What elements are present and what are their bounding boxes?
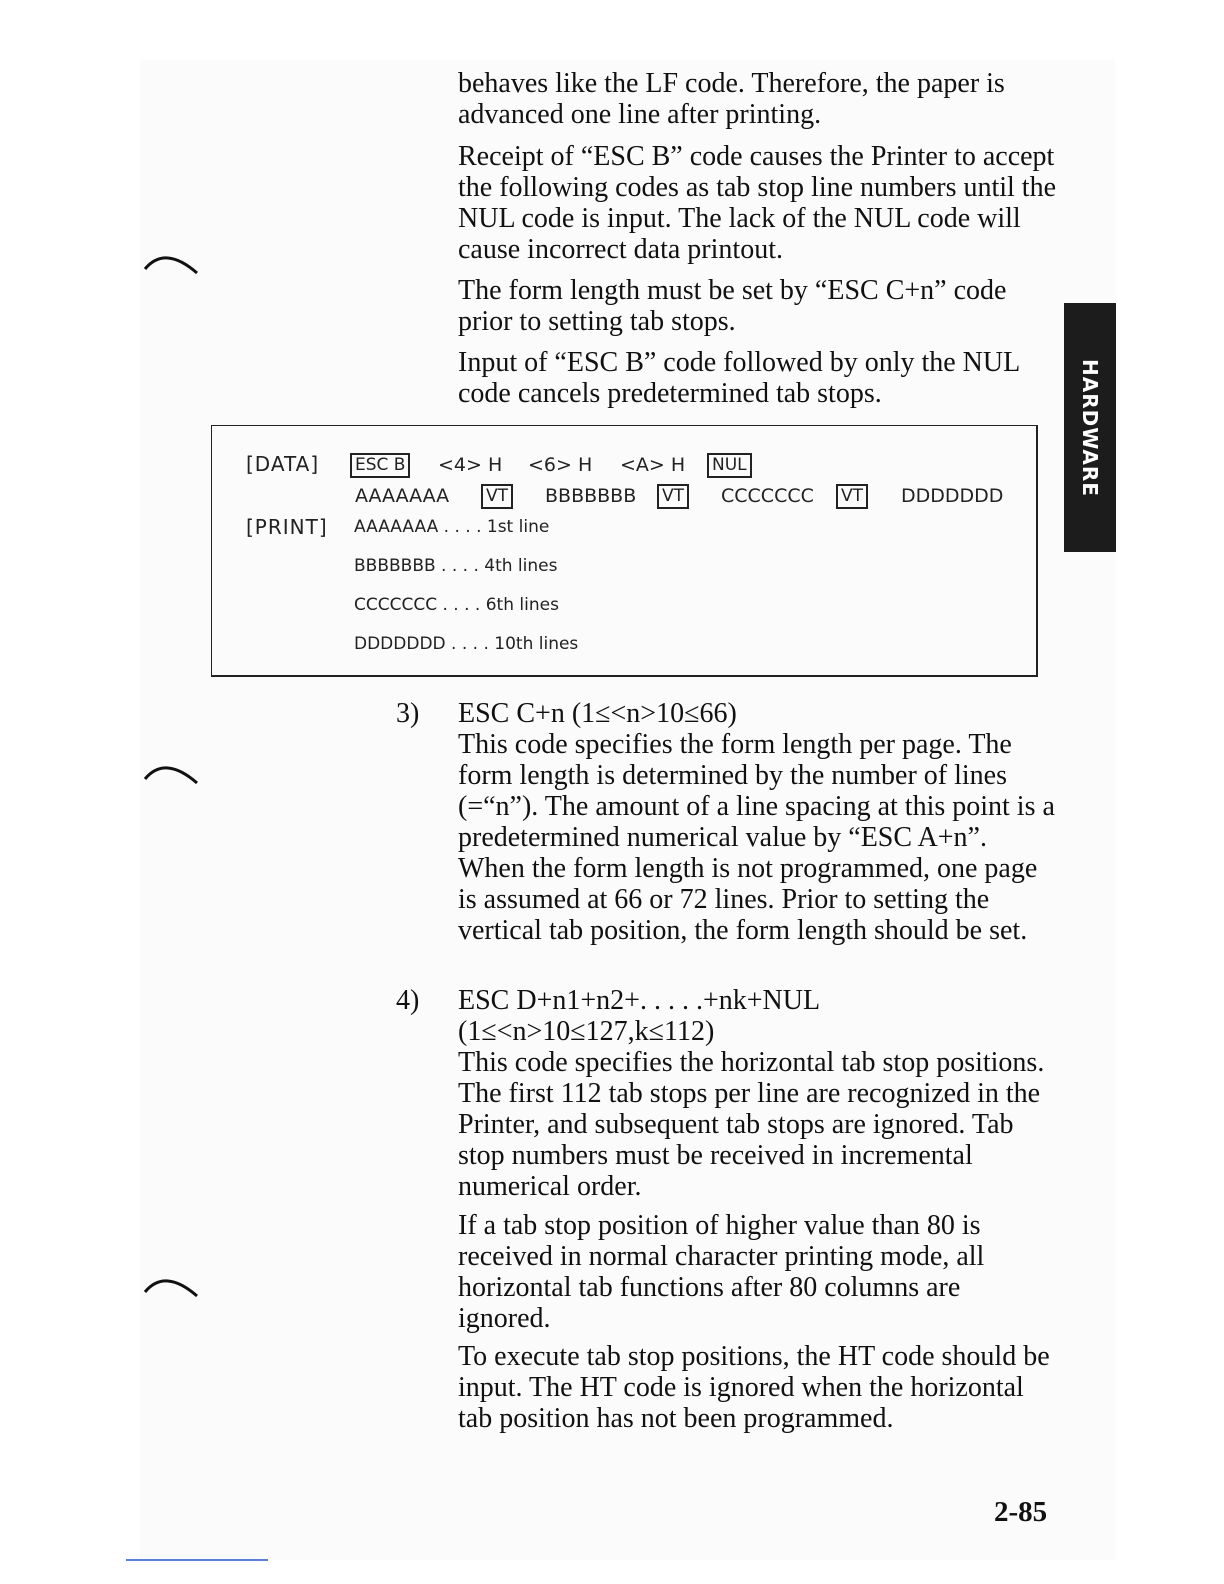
item3-body: This code specifies the form length per page. The form length is determined by the number of lines (=“n”). The amount of a line spacing at this point is a predetermined numerical value by “ESC A+n”. When the form length is not programmed, one page is assumed at 66 or 72 lines. Prior to setting the vertical tab position, the form length should be set. xyxy=(458,729,1055,946)
paragraph-continuation: behaves like the LF code. Therefore, the paper is advanced one line after printing. xyxy=(458,68,1005,130)
footer-rule xyxy=(126,1559,268,1561)
item3-heading: ESC C+n (1≤<n>10≤66) xyxy=(458,698,737,729)
vt-key: VT xyxy=(836,484,868,509)
margin-arc-mark xyxy=(143,757,199,787)
item-number: 4) xyxy=(396,985,420,1016)
vt-key: VT xyxy=(481,484,513,509)
nul-key: NUL xyxy=(707,453,752,478)
item4-heading-range: (1≤<n>10≤127,k≤112) xyxy=(458,1016,715,1047)
example-box xyxy=(211,425,1038,677)
esc-b-key: ESC B xyxy=(350,453,410,478)
section-tab xyxy=(1064,303,1116,552)
print-line: DDDDDDD . . . . 10th lines xyxy=(354,634,579,654)
data-label: [DATA] xyxy=(246,452,320,476)
margin-arc-mark xyxy=(143,1270,199,1300)
page-number: 2-85 xyxy=(994,1496,1048,1528)
data-text: AAAAAAA xyxy=(355,485,450,507)
item4-body: This code specifies the horizontal tab stop positions. The first 112 tab stops per line are recognized in the Printer, and subsequent tab stops are ignored. Tab stop numbers must be received in incremental numerical order. xyxy=(458,1047,1045,1202)
item4-heading: ESC D+n1+n2+. . . . .+nk+NUL xyxy=(458,985,821,1016)
hex-value: <6> H xyxy=(528,454,593,476)
data-text: DDDDDDD xyxy=(901,485,1004,507)
vt-key: VT xyxy=(657,484,689,509)
hex-value: <4> H xyxy=(438,454,503,476)
data-text: CCCCCCC xyxy=(721,485,814,507)
section-tab-label: HARDWARE xyxy=(1078,358,1102,497)
item4-body-ht80: If a tab stop position of higher value than 80 is received in normal character printing mode, all horizontal tab functions after 80 columns are ignored. xyxy=(458,1210,985,1334)
data-text: BBBBBBB xyxy=(545,485,637,507)
hex-value: <A> H xyxy=(620,454,686,476)
paragraph-form-length: The form length must be set by “ESC C+n” code prior to setting tab stops. xyxy=(458,275,1007,337)
paragraph-cancel-tabs: Input of “ESC B” code followed by only the NUL code cancels predetermined tab stops. xyxy=(458,347,1020,409)
print-line: CCCCCCC . . . . 6th lines xyxy=(354,595,559,615)
paragraph-esc-b-receipt: Receipt of “ESC B” code causes the Printer to accept the following codes as tab stop line numbers until the NUL code is input. The lack of the NUL code will cause incorrect data printout. xyxy=(458,141,1057,265)
item4-body-execute: To execute tab stop positions, the HT code should be input. The HT code is ignored when the horizontal tab position has not been programmed. xyxy=(458,1341,1050,1434)
item-number: 3) xyxy=(396,698,420,729)
print-line: BBBBBBB . . . . 4th lines xyxy=(354,556,558,576)
print-line: AAAAAAA . . . . 1st line xyxy=(354,517,550,537)
print-label: [PRINT] xyxy=(246,515,328,539)
margin-arc-mark xyxy=(143,247,199,277)
